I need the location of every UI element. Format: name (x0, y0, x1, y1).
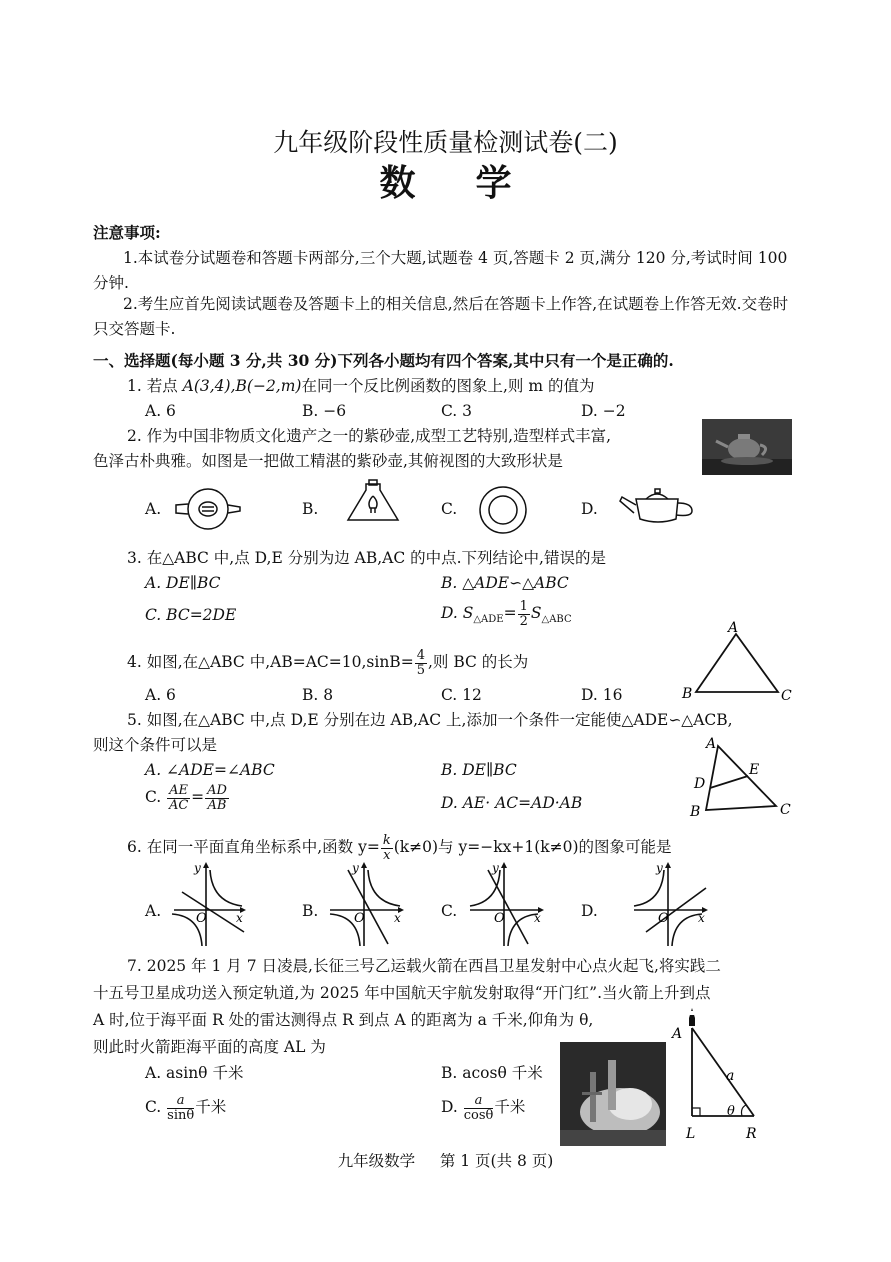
svg-text:O: O (494, 911, 505, 926)
q5-label-c: C (780, 802, 791, 818)
q6-label-d: D. (581, 902, 598, 920)
q5-c-frac1: $\frac{AE}{AC}$ (168, 783, 189, 813)
q5-label-b: B (690, 804, 701, 820)
q1-option-d: D. −2 (581, 402, 626, 420)
question-7-stem-line3: A 时,位于海平面 R 处的雷达测得点 R 到点 A 的距离为 a 千米,仰角为 θ, (93, 1011, 594, 1029)
q5-option-b: B. DE∥BC (441, 761, 517, 779)
q1-option-b: B. −6 (302, 402, 347, 420)
q3-option-d (441, 600, 572, 628)
footer-page-number: 第 1 页(共 8 页) (439, 1152, 554, 1170)
q6-graph-c (466, 862, 548, 950)
svg-text:x: x (394, 911, 401, 925)
svg-text:y: y (352, 861, 359, 875)
svg-text:O: O (196, 911, 207, 926)
notice-heading: 注意事项: (93, 223, 161, 242)
q6-graph-b (326, 862, 408, 950)
q2-label-b: B. (302, 500, 319, 518)
question-6-stem: 6. 在同一平面直角坐标系中,函数 y= $\frac{k}{x}$ (k≠0)与 y=−kx+1(k≠0)的图象可能是 (127, 833, 672, 863)
q6-label-a: A. (145, 902, 162, 920)
question-4-stem: 4. 如图,在△ABC 中,AB=AC=10,sinB= $\frac{4}{5}$ ,则 BC 的长为 (127, 648, 529, 678)
q4-label-a: A (728, 620, 739, 636)
q1-stem-post: 在同一个反比例函数的图象上,则 m 的值为 (301, 377, 595, 395)
q3-d-eq: = (503, 604, 517, 623)
q3-d-sub2: △ABC (541, 614, 572, 626)
q4-option-d: D. 16 (581, 686, 623, 704)
q3-d-s2: S (530, 604, 542, 623)
rocket-launch-photo (560, 1042, 666, 1146)
question-7-stem-line2: 十五号卫星成功送入预定轨道,为 2025 年中国航天宇航发射取得“开门红”.当火箭上升到点 (93, 984, 711, 1002)
q1-stem-pre: 1. 若点 (127, 377, 183, 395)
question-7-stem-line1: 7. 2025 年 1 月 7 日凌晨,长征三号乙运载火箭在西昌卫星发射中心点火起飞,将实践二 (127, 957, 721, 975)
q2-label-d: D. (581, 500, 598, 518)
q4-option-b: B. 8 (302, 686, 334, 704)
q4-option-a: A. 6 (145, 686, 176, 704)
svg-text:x: x (698, 911, 705, 925)
q6-label-c: C. (441, 902, 458, 920)
q7-triangle-figure (668, 1008, 768, 1142)
question-2-stem-line1: 2. 作为中国非物质文化遗产之一的紫砂壶,成型工艺特别,造型样式丰富, (127, 427, 611, 445)
q5-c-frac2: $\frac{AD}{AB}$ (207, 783, 227, 813)
question-1-stem (127, 377, 594, 396)
question-7-stem-line4: 则此时火箭距海平面的高度 AL 为 (93, 1038, 326, 1056)
question-5-stem-line1: 5. 如图,在△ABC 中,点 D,E 分别在边 AB,AC 上,添加一个条件一定能使△ADE∽△ACB, (127, 711, 733, 729)
q1-option-c: C. 3 (441, 402, 473, 420)
q7-d-fraction: $\frac{a}{\cos\theta}$ (463, 1093, 494, 1123)
q5-label-a: A (706, 736, 717, 752)
q4-label-c: C (781, 688, 792, 704)
q3-option-c: C. BC=2DE (145, 606, 237, 624)
subject-title: 数学 (379, 162, 572, 204)
q4-fraction: $\frac{4}{5}$ (416, 648, 425, 678)
svg-text:O: O (354, 911, 365, 926)
notice-item-2: 2.考生应首先阅读试题卷及答题卡上的相关信息,然后在答题卡上作答,在试题卷上作答无效.交卷时只交答题卡. (93, 295, 789, 338)
q7-label-a: A (672, 1026, 683, 1042)
q3-d-sub1: △ADE (473, 614, 504, 626)
svg-text:y: y (656, 861, 663, 875)
q7-option-c: C. $\frac{a}{\sin\theta}$ 千米 (145, 1093, 227, 1123)
q1-option-a: A. 6 (145, 402, 176, 420)
footer-subject: 九年级数学 (337, 1152, 416, 1170)
q6-fraction: $\frac{k}{x}$ (382, 833, 391, 863)
section-heading: 一、选择题(每小题 3 分,共 30 分)下列各小题均有四个答案,其中只有一个是正确的. (93, 351, 674, 370)
notice-item-1: 1.本试卷分试题卷和答题卡两部分,三个大题,试题卷 4 页,答题卡 2 页,满分 120 分,考试时间 100 分钟. (93, 249, 788, 292)
q5-label-d: D (694, 776, 706, 792)
q5-label-e: E (749, 762, 760, 778)
q7-option-b: B. acosθ 千米 (441, 1064, 543, 1082)
q6-graph-a (170, 862, 250, 950)
q3-option-b: B. △ADE∽△ABC (441, 574, 569, 592)
q7-c-fraction: $\frac{a}{\sin\theta}$ (167, 1093, 195, 1123)
q1-points: A(3,4),B(−2,m) (182, 377, 302, 395)
question-3-stem: 3. 在△ABC 中,点 D,E 分别为边 AB,AC 的中点.下列结论中,错误的是 (127, 549, 606, 567)
q3-option-a: A. DE∥BC (145, 574, 221, 592)
q7-option-d: D. $\frac{a}{\cos\theta}$ 千米 (441, 1093, 526, 1123)
q4-triangle-figure (680, 620, 796, 706)
q2-label-a: A. (145, 500, 162, 518)
q7-label-theta: θ (727, 1104, 735, 1119)
teapot-photo (702, 419, 792, 475)
q2-option-a-figure (172, 484, 244, 534)
q4-option-c: C. 12 (441, 686, 482, 704)
q5-option-d: D. AE· AC=AD·AB (441, 794, 583, 812)
question-2-stem-line2: 色泽古朴典雅。如图是一把做工精湛的紫砂壶,其俯视图的大致形状是 (93, 452, 563, 470)
q3-d-s: D. S (441, 604, 474, 623)
q7-option-a: A. asinθ 千米 (145, 1064, 244, 1082)
page-footer (0, 1152, 891, 1171)
q6-label-b: B. (302, 902, 319, 920)
svg-text:x: x (236, 911, 243, 925)
q4-label-b: B (682, 686, 693, 702)
q3-d-fraction: $\frac{1}{2}$ (519, 599, 528, 629)
q7-label-l: L (686, 1126, 696, 1142)
q6-graph-d (630, 862, 712, 950)
svg-text:y: y (194, 861, 201, 875)
page-title: 九年级阶段性质量检测试卷(二) (273, 128, 618, 157)
question-5-stem-line2: 则这个条件可以是 (93, 736, 218, 754)
q2-option-b-figure (338, 478, 408, 526)
q7-label-side-a: a (726, 1068, 735, 1084)
q2-option-d-figure (616, 485, 698, 527)
q7-label-r: R (746, 1126, 757, 1142)
q2-option-c-figure (477, 484, 529, 536)
q5-option-c: C. $\frac{AE}{AC}$ = $\frac{AD}{AB}$ (145, 783, 227, 813)
q5-option-a: A. ∠ADE=∠ABC (145, 761, 275, 779)
svg-text:x: x (534, 911, 541, 925)
svg-text:O: O (658, 911, 669, 926)
svg-text:y: y (492, 861, 499, 875)
q5-triangle-figure (688, 734, 794, 820)
q2-label-c: C. (441, 500, 458, 518)
